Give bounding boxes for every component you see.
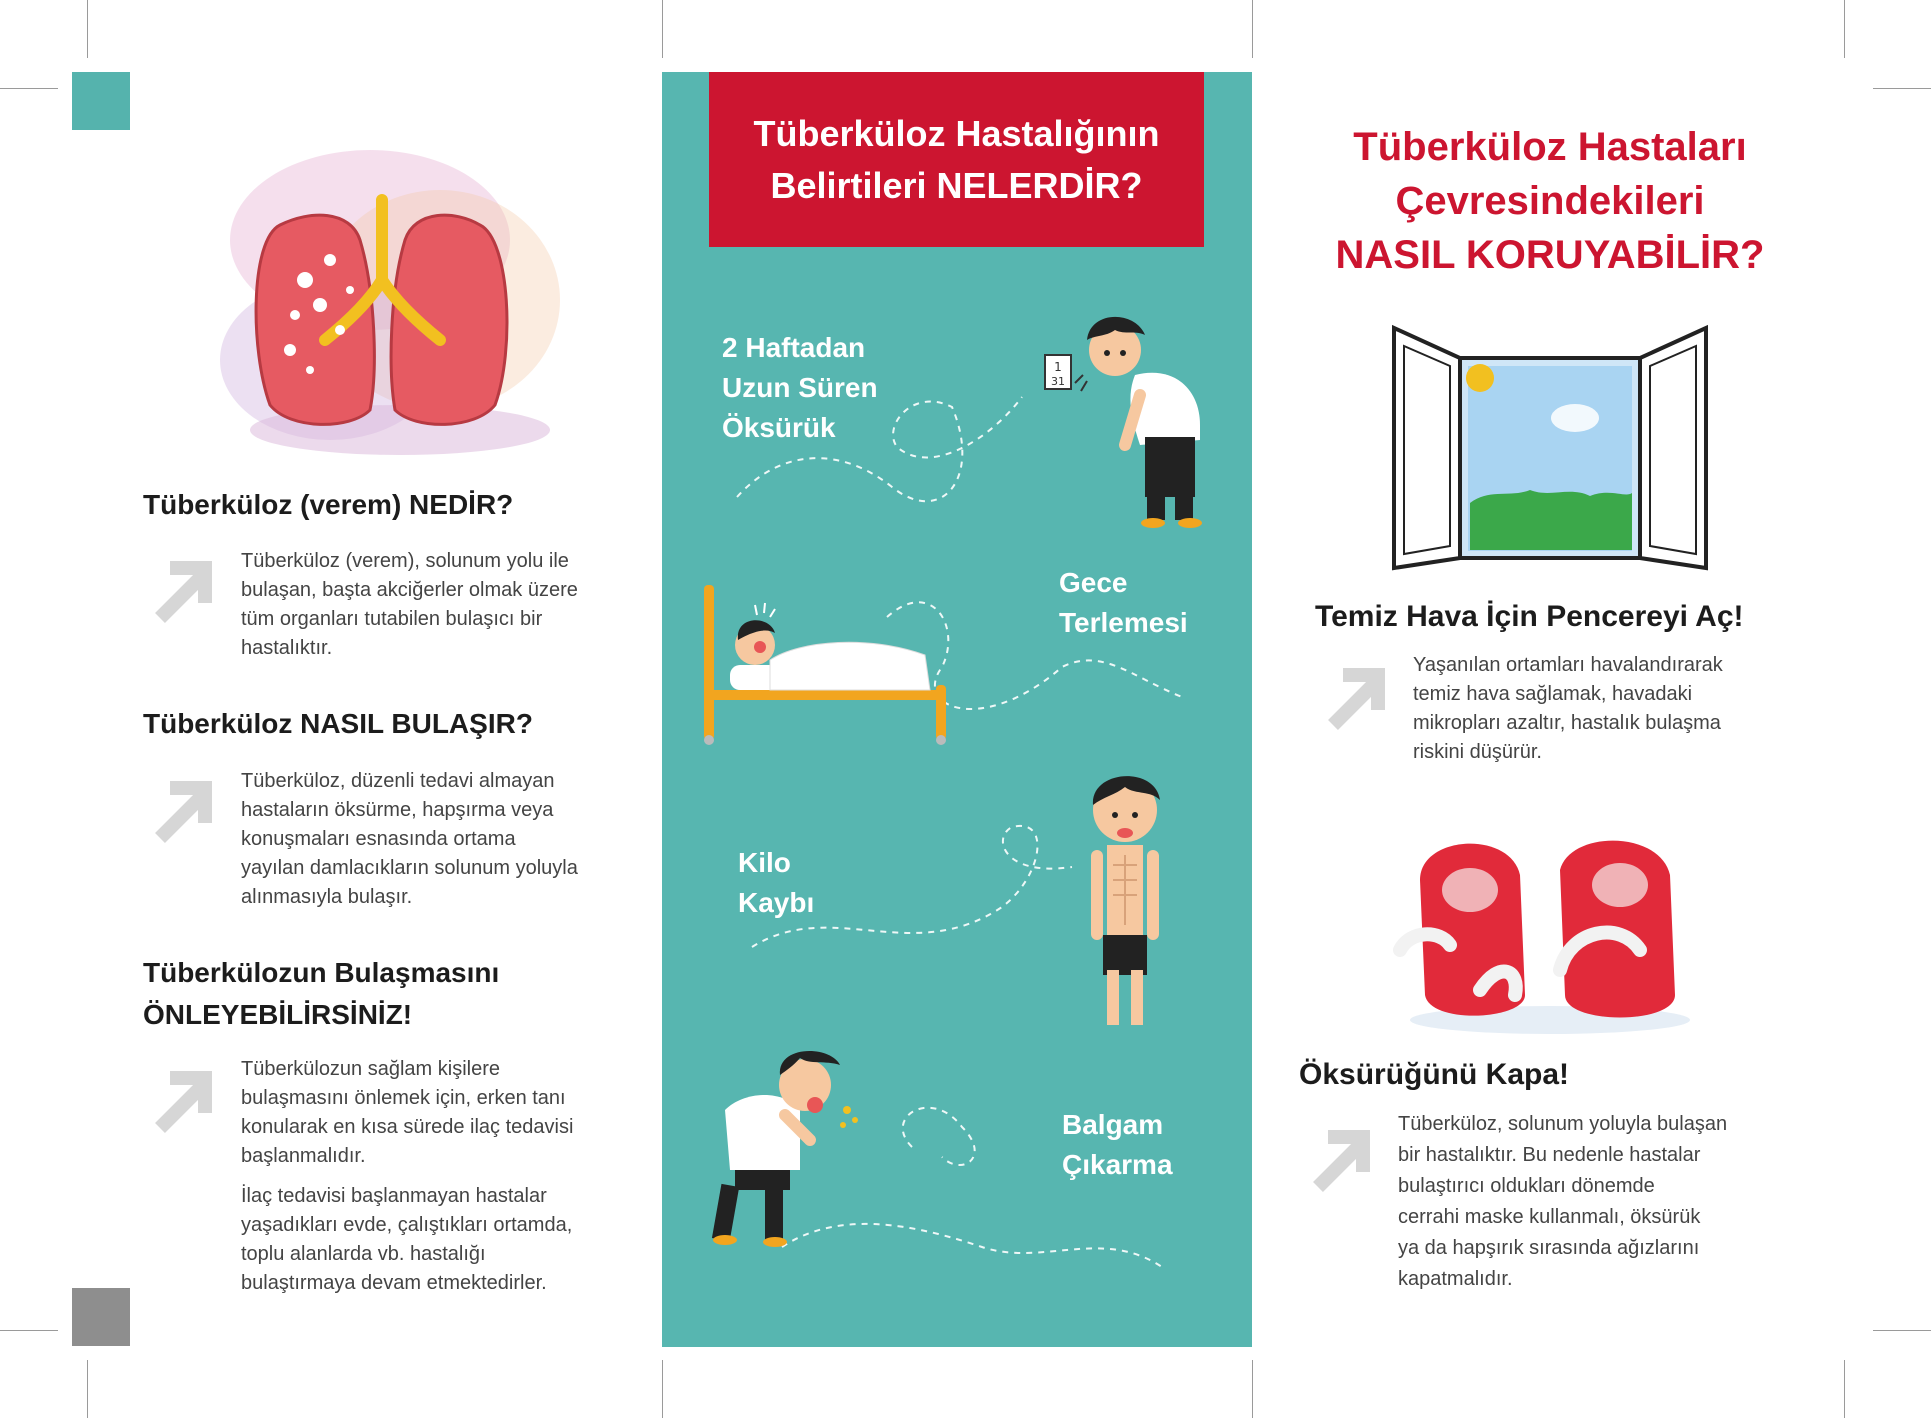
arrow-icon xyxy=(1298,1117,1378,1197)
symptoms-banner: Tüberküloz Hastalığının Belirtileri NELERDİR? xyxy=(709,72,1204,247)
crop-mark xyxy=(0,88,58,89)
crop-mark xyxy=(1844,0,1845,58)
crop-mark xyxy=(1252,1360,1253,1418)
crop-mark xyxy=(87,1360,88,1418)
lungs-illustration xyxy=(210,130,570,470)
heading-open-window: Temiz Hava İçin Pencereyi Aç! xyxy=(1315,600,1744,633)
crop-mark xyxy=(662,1360,663,1418)
sneezing-man-illustration xyxy=(705,1030,875,1250)
crop-mark xyxy=(87,0,88,58)
crop-mark xyxy=(662,0,663,58)
crop-mark xyxy=(1873,88,1931,89)
paragraph-open-window: Yaşanılan ortamları havalandırarak temiz hava sağlamak, havadaki mikropları azaltır, hastalık bulaşma riskini düşürür. xyxy=(1413,654,1723,763)
open-window-illustration xyxy=(1390,318,1710,578)
crop-mark xyxy=(1873,1330,1931,1331)
crop-mark xyxy=(1252,0,1253,58)
symptom-sputum-label: Balgam Çıkarma xyxy=(1062,1109,1173,1180)
arrow-icon xyxy=(140,548,220,628)
crop-mark xyxy=(1844,1360,1845,1418)
paragraph-how-spread: Tüberküloz, düzenli tedavi almayan hastaların öksürme, hapşırma veya konuşmaları esnasında ortama yayılan damlacıkların solunum yoluyla alınmasıyla bulaşır. xyxy=(241,770,578,908)
crop-mark xyxy=(0,1330,58,1331)
heading-prevent: Tüberkülozun Bulaşmasını ÖNLEYEBİLİRSİNİZ! xyxy=(143,957,500,1030)
thin-man-illustration xyxy=(1075,765,1175,1035)
heading-what-is-tb: Tüberküloz (verem) NEDİR? xyxy=(143,489,514,520)
heading-cover-cough: Öksürüğünü Kapa! xyxy=(1299,1058,1570,1091)
heading-how-spread: Tüberküloz NASIL BULAŞIR? xyxy=(143,708,533,739)
teal-corner-square xyxy=(72,72,130,130)
paragraph-prevent-2: İlaç tedavisi başlanmayan hastalar yaşadıkları evde, çalıştıkları ortamda, toplu alanlarda vb. hastalığı bulaştırmaya devam etmektedirler. xyxy=(241,1185,573,1294)
arrow-icon xyxy=(140,1058,220,1138)
paragraph-what-is-tb: Tüberküloz (verem), solunum yolu ile bulaşan, başta akciğerler olmak üzere tüm organları tutabilen bulaşıcı bir hastalıktır. xyxy=(241,550,578,659)
sweating-in-bed-illustration xyxy=(700,585,950,745)
coughing-man-illustration xyxy=(1035,305,1225,535)
calendar-top: 1 xyxy=(1054,360,1062,374)
cover-cough-illustration xyxy=(1390,820,1710,1040)
paragraph-cover-cough: Tüberküloz, solunum yoluyla bulaşan bir hastalıktır. Bu nedenle hastalar bulaştırıcı oldukları dönemde cerrahi maske kullanmalı, öksürük ya da hapşırık sırasında ağızlarını kapatmalıdır. xyxy=(1398,1113,1728,1290)
calendar-bottom: 31 xyxy=(1051,375,1065,388)
arrow-icon xyxy=(1313,655,1393,735)
grey-corner-square xyxy=(72,1288,130,1346)
paragraph-prevent: Tüberkülozun sağlam kişilere bulaşmasını önlemek için, erken tanı konularak en kısa sürede ilaç tedavisi başlanmalıdır. xyxy=(241,1058,574,1167)
protect-title: Tüberküloz Hastaları Çevresindekileri NASIL KORUYABİLİR? xyxy=(1335,125,1765,277)
symptom-night-sweat-label: Gece Terlemesi xyxy=(1059,567,1188,638)
symptom-weight-loss-label: Kilo Kaybı xyxy=(738,847,815,918)
symptom-cough-label: 2 Haftadan Uzun Süren Öksürük xyxy=(722,332,878,443)
arrow-icon xyxy=(140,768,220,848)
